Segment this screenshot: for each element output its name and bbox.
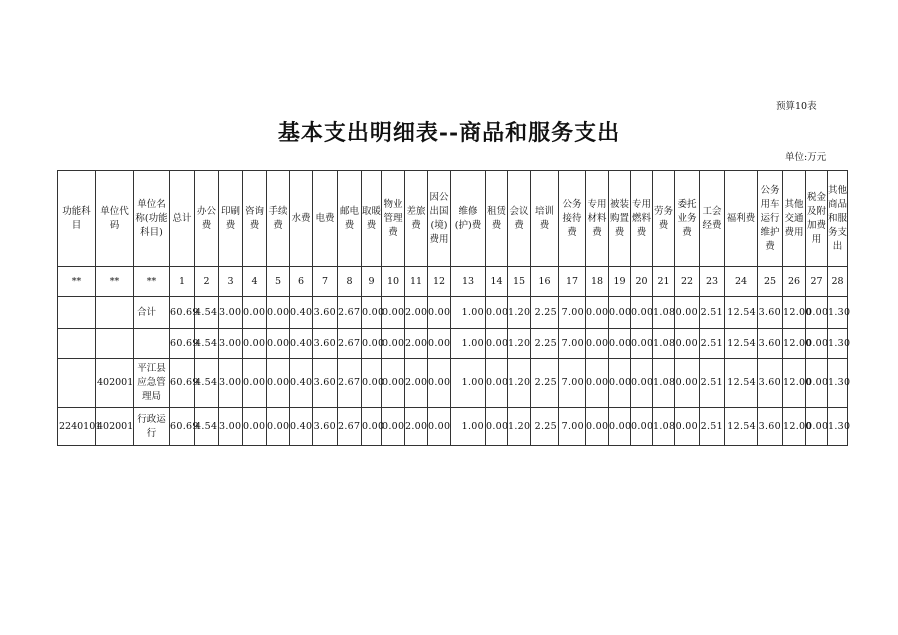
value-cell: 0.00 — [675, 359, 700, 408]
value-cell: 1.00 — [451, 297, 486, 329]
header-cell: 取暖费 — [362, 171, 382, 267]
index-cell: 3 — [219, 267, 243, 297]
table-number: 预算10表 — [776, 101, 817, 112]
value-cell: 1.20 — [508, 329, 531, 359]
value-cell: 2.00 — [405, 329, 428, 359]
value-cell: 0.00 — [586, 297, 609, 329]
value-cell: 60.69 — [170, 297, 195, 329]
header-cell: 会议费 — [508, 171, 531, 267]
index-cell: 25 — [758, 267, 783, 297]
value-cell: 0.00 — [586, 329, 609, 359]
value-cell: 3.60 — [758, 408, 783, 446]
value-cell: 12.00 — [783, 329, 806, 359]
value-cell: 0.00 — [382, 297, 405, 329]
header-cell: 总计 — [170, 171, 195, 267]
value-cell: 0.40 — [290, 359, 313, 408]
value-cell: 0.00 — [362, 297, 382, 329]
header-cell: 公务接待费 — [559, 171, 586, 267]
header-cell: 福利费 — [725, 171, 758, 267]
index-cell: 21 — [653, 267, 675, 297]
value-cell: 4.54 — [195, 408, 219, 446]
value-cell: 0.00 — [631, 408, 653, 446]
index-cell: 2 — [195, 267, 219, 297]
value-cell: 4.54 — [195, 359, 219, 408]
value-cell: 2.51 — [700, 359, 725, 408]
function-code-cell — [58, 329, 96, 359]
value-cell: 0.00 — [631, 329, 653, 359]
header-cell: 其他商品和服务支出 — [828, 171, 848, 267]
value-cell: 12.54 — [725, 359, 758, 408]
index-cell: 11 — [405, 267, 428, 297]
value-cell: 0.00 — [631, 297, 653, 329]
index-cell: 24 — [725, 267, 758, 297]
value-cell: 3.60 — [758, 359, 783, 408]
value-cell: 12.00 — [783, 359, 806, 408]
header-cell: 功能科目 — [58, 171, 96, 267]
value-cell: 1.30 — [828, 359, 848, 408]
value-cell: 0.00 — [382, 408, 405, 446]
value-cell: 0.00 — [806, 329, 828, 359]
index-cell: 4 — [243, 267, 267, 297]
value-cell: 2.67 — [338, 359, 362, 408]
value-cell: 4.54 — [195, 329, 219, 359]
value-cell: 0.00 — [362, 408, 382, 446]
index-cell: 6 — [290, 267, 313, 297]
value-cell: 12.00 — [783, 297, 806, 329]
index-cell: 17 — [559, 267, 586, 297]
index-cell: 28 — [828, 267, 848, 297]
value-cell: 1.08 — [653, 329, 675, 359]
value-cell: 1.30 — [828, 329, 848, 359]
index-cell: 1 — [170, 267, 195, 297]
value-cell: 1.00 — [451, 359, 486, 408]
value-cell: 0.00 — [428, 359, 451, 408]
value-cell: 0.00 — [586, 359, 609, 408]
header-cell: 专用燃料费 — [631, 171, 653, 267]
value-cell: 2.00 — [405, 297, 428, 329]
value-cell: 1.08 — [653, 297, 675, 329]
value-cell: 0.00 — [586, 408, 609, 446]
value-cell: 1.20 — [508, 408, 531, 446]
index-cell: ** — [134, 267, 170, 297]
value-cell: 1.08 — [653, 408, 675, 446]
header-cell: 租赁费 — [486, 171, 508, 267]
value-cell: 0.00 — [428, 329, 451, 359]
unit-code-cell: 402001 — [96, 408, 134, 446]
value-cell: 0.00 — [486, 297, 508, 329]
value-cell: 1.08 — [653, 359, 675, 408]
header-cell: 办公费 — [195, 171, 219, 267]
header-cell: 税金及附加费用 — [806, 171, 828, 267]
value-cell: 2.51 — [700, 408, 725, 446]
index-cell: 27 — [806, 267, 828, 297]
value-cell: 7.00 — [559, 297, 586, 329]
value-cell: 2.67 — [338, 408, 362, 446]
value-cell: 1.30 — [828, 297, 848, 329]
index-cell: 8 — [338, 267, 362, 297]
value-cell: 3.60 — [313, 297, 338, 329]
header-cell: 手续费 — [267, 171, 290, 267]
index-cell: 22 — [675, 267, 700, 297]
value-cell: 1.00 — [451, 329, 486, 359]
value-cell: 2.67 — [338, 297, 362, 329]
value-cell: 1.00 — [451, 408, 486, 446]
header-cell: 委托业务费 — [675, 171, 700, 267]
value-cell: 0.00 — [428, 297, 451, 329]
value-cell: 1.20 — [508, 297, 531, 329]
value-cell: 0.00 — [486, 359, 508, 408]
page-title: 基本支出明细表--商品和服务支出 — [277, 120, 621, 146]
value-cell: 60.69 — [170, 329, 195, 359]
value-cell: 0.00 — [243, 408, 267, 446]
index-cell: 23 — [700, 267, 725, 297]
unit-name-cell — [134, 329, 170, 359]
value-cell: 2.51 — [700, 329, 725, 359]
header-cell: 维修(护)费 — [451, 171, 486, 267]
header-cell: 培训费 — [531, 171, 559, 267]
value-cell: 0.00 — [428, 408, 451, 446]
index-cell: 16 — [531, 267, 559, 297]
unit-label: 单位:万元 — [785, 152, 827, 163]
header-cell: 其他交通费用 — [783, 171, 806, 267]
header-cell: 物业管理费 — [382, 171, 405, 267]
table-row — [58, 359, 848, 408]
header-cell: 单位名称(功能科目) — [134, 171, 170, 267]
index-cell: 19 — [609, 267, 631, 297]
index-cell: 10 — [382, 267, 405, 297]
value-cell: 2.67 — [338, 329, 362, 359]
value-cell: 0.00 — [267, 297, 290, 329]
value-cell: 3.60 — [758, 329, 783, 359]
value-cell: 0.00 — [806, 359, 828, 408]
index-cell: ** — [58, 267, 96, 297]
value-cell: 2.25 — [531, 408, 559, 446]
header-cell: 邮电费 — [338, 171, 362, 267]
value-cell: 1.30 — [828, 408, 848, 446]
value-cell: 12.54 — [725, 297, 758, 329]
value-cell: 0.00 — [362, 359, 382, 408]
index-cell: 9 — [362, 267, 382, 297]
table-row — [58, 329, 848, 359]
value-cell: 0.00 — [243, 359, 267, 408]
unit-code-cell — [96, 329, 134, 359]
value-cell: 0.00 — [243, 329, 267, 359]
index-cell: 13 — [451, 267, 486, 297]
header-cell: 工会经费 — [700, 171, 725, 267]
expense-detail-table — [57, 170, 851, 446]
value-cell: 0.00 — [267, 359, 290, 408]
value-cell: 4.54 — [195, 297, 219, 329]
value-cell: 0.40 — [290, 329, 313, 359]
header-cell: 咨询费 — [243, 171, 267, 267]
unit-name-cell: 平江县应急管理局 — [134, 359, 170, 408]
value-cell: 12.54 — [725, 408, 758, 446]
value-cell: 3.00 — [219, 297, 243, 329]
value-cell: 2.25 — [531, 329, 559, 359]
index-cell: 7 — [313, 267, 338, 297]
header-cell: 差旅费 — [405, 171, 428, 267]
index-cell: 15 — [508, 267, 531, 297]
index-cell: ** — [96, 267, 134, 297]
value-cell: 3.00 — [219, 329, 243, 359]
function-code-cell: 2240101 — [58, 408, 96, 446]
header-cell: 因公出国(境)费用 — [428, 171, 451, 267]
value-cell: 0.00 — [609, 297, 631, 329]
value-cell: 0.00 — [631, 359, 653, 408]
unit-code-cell — [96, 297, 134, 329]
header-cell: 劳务费 — [653, 171, 675, 267]
value-cell: 0.00 — [243, 297, 267, 329]
header-cell: 公务用车运行维护费 — [758, 171, 783, 267]
function-code-cell — [58, 297, 96, 329]
value-cell: 12.00 — [783, 408, 806, 446]
value-cell: 2.25 — [531, 297, 559, 329]
value-cell: 0.00 — [362, 329, 382, 359]
value-cell: 3.60 — [313, 359, 338, 408]
value-cell: 7.00 — [559, 359, 586, 408]
function-code-cell — [58, 359, 96, 408]
value-cell: 3.00 — [219, 359, 243, 408]
value-cell: 3.00 — [219, 408, 243, 446]
column-index-row — [58, 267, 848, 297]
unit-name-cell: 行政运行 — [134, 408, 170, 446]
value-cell: 0.00 — [486, 329, 508, 359]
value-cell: 0.00 — [382, 359, 405, 408]
value-cell: 0.00 — [675, 329, 700, 359]
header-cell: 印刷费 — [219, 171, 243, 267]
value-cell: 7.00 — [559, 329, 586, 359]
value-cell: 0.00 — [609, 408, 631, 446]
value-cell: 3.60 — [313, 408, 338, 446]
index-cell: 5 — [267, 267, 290, 297]
value-cell: 60.69 — [170, 408, 195, 446]
value-cell: 0.00 — [609, 359, 631, 408]
value-cell: 0.00 — [675, 408, 700, 446]
value-cell: 3.60 — [313, 329, 338, 359]
index-cell: 18 — [586, 267, 609, 297]
value-cell: 60.69 — [170, 359, 195, 408]
value-cell: 12.54 — [725, 329, 758, 359]
value-cell: 0.00 — [267, 408, 290, 446]
header-cell: 水费 — [290, 171, 313, 267]
value-cell: 2.00 — [405, 408, 428, 446]
value-cell: 1.20 — [508, 359, 531, 408]
value-cell: 0.00 — [806, 408, 828, 446]
unit-code-cell: 402001 — [96, 359, 134, 408]
value-cell: 0.40 — [290, 408, 313, 446]
index-cell: 20 — [631, 267, 653, 297]
value-cell: 0.00 — [609, 329, 631, 359]
unit-name-cell: 合计 — [134, 297, 170, 329]
header-cell: 电费 — [313, 171, 338, 267]
header-cell: 单位代码 — [96, 171, 134, 267]
value-cell: 0.00 — [382, 329, 405, 359]
index-cell: 26 — [783, 267, 806, 297]
index-cell: 12 — [428, 267, 451, 297]
value-cell: 0.00 — [806, 297, 828, 329]
value-cell: 2.00 — [405, 359, 428, 408]
value-cell: 3.60 — [758, 297, 783, 329]
table-row — [58, 297, 848, 329]
value-cell: 2.25 — [531, 359, 559, 408]
value-cell: 0.00 — [486, 408, 508, 446]
index-cell: 14 — [486, 267, 508, 297]
header-cell: 被装购置费 — [609, 171, 631, 267]
value-cell: 0.40 — [290, 297, 313, 329]
header-cell: 专用材料费 — [586, 171, 609, 267]
value-cell: 7.00 — [559, 408, 586, 446]
table-header-row — [58, 171, 848, 267]
value-cell: 0.00 — [675, 297, 700, 329]
table-row — [58, 408, 848, 446]
value-cell: 2.51 — [700, 297, 725, 329]
value-cell: 0.00 — [267, 329, 290, 359]
